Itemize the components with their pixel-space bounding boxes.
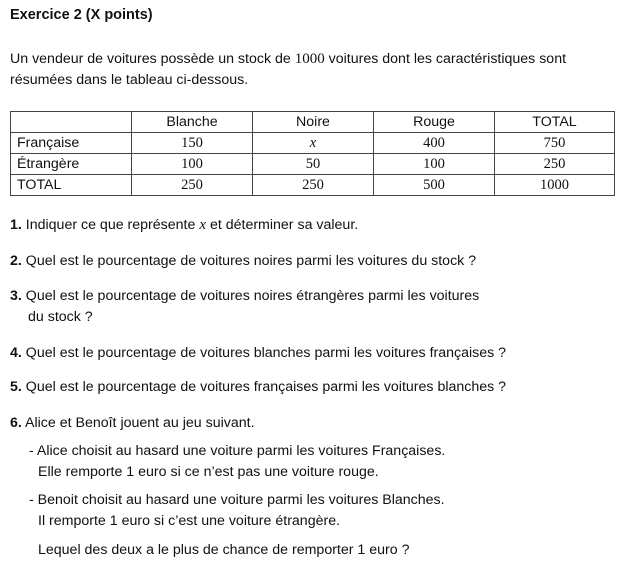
alice-rule — [29, 441, 619, 483]
question-number: 4. — [10, 345, 22, 361]
variable-x: x — [199, 217, 206, 233]
alice-rule-line-1: - Alice choisit au hasard une voiture parmi les voitures Françaises. — [29, 443, 446, 459]
question-number: 5. — [10, 379, 22, 395]
table-cell: 50 — [253, 154, 374, 175]
table-cell: 100 — [132, 154, 253, 175]
question-text: et déterminer sa valeur. — [206, 217, 359, 233]
table-row — [11, 175, 615, 196]
row-label-francaise: Française — [11, 133, 132, 154]
alice-rule-line-2: Elle remporte 1 euro si ce n’est pas une voiture rouge. — [38, 464, 379, 480]
question-5 — [10, 377, 615, 398]
table-header-total: TOTAL — [495, 112, 615, 133]
table-cell: 100 — [374, 154, 495, 175]
table-header-corner — [11, 112, 132, 133]
benoit-rule-line-2: Il remporte 1 euro si c’est une voiture étrangère. — [38, 513, 341, 529]
question-text: Quel est le pourcentage de voitures noires étrangères parmi les voitures — [25, 288, 480, 304]
table-cell: 150 — [132, 133, 253, 154]
table-cell: 250 — [495, 154, 615, 175]
question-1 — [10, 215, 615, 236]
question-text: Alice et Benoît jouent au jeu suivant. — [25, 415, 255, 431]
question-number: 1. — [10, 217, 22, 233]
table-cell: 500 — [374, 175, 495, 196]
table-cell: 750 — [495, 133, 615, 154]
table-row — [11, 133, 615, 154]
exercise-title: Exercice 2 (X points) — [10, 7, 153, 23]
question-text-continued: du stock ? — [28, 309, 93, 325]
question-text: Quel est le pourcentage de voitures noires parmi les voitures du stock ? — [25, 253, 477, 269]
question-6 — [10, 413, 615, 434]
final-question: Lequel des deux a le plus de chance de remporter 1 euro ? — [38, 542, 410, 558]
table-cell: 400 — [374, 133, 495, 154]
table-cell-x: x — [253, 133, 374, 154]
intro-text-after: voitures dont les caractéristiques sont résumées dans le tableau ci-dessous. — [10, 51, 567, 88]
question-4 — [10, 343, 615, 364]
table-header-noire: Noire — [253, 112, 374, 133]
question-text: Quel est le pourcentage de voitures blanches parmi les voitures françaises ? — [25, 345, 507, 361]
intro-text-before: Un vendeur de voitures possède un stock de — [10, 51, 295, 67]
benoit-rule — [29, 490, 619, 532]
stock-table — [10, 111, 615, 196]
question-text: Indiquer ce que représente — [25, 217, 200, 233]
question-number: 2. — [10, 253, 22, 269]
question-number: 6. — [10, 415, 22, 431]
question-2 — [10, 251, 615, 272]
question-number: 3. — [10, 288, 22, 304]
table-cell: 1000 — [495, 175, 615, 196]
row-label-total: TOTAL — [11, 175, 132, 196]
table-header-row — [11, 112, 615, 133]
table-header-blanche: Blanche — [132, 112, 253, 133]
table-row — [11, 154, 615, 175]
question-3 — [10, 286, 615, 328]
benoit-rule-line-1: - Benoit choisit au hasard une voiture parmi les voitures Blanches. — [29, 492, 445, 508]
table-cell: 250 — [253, 175, 374, 196]
question-text: Quel est le pourcentage de voitures françaises parmi les voitures blanches ? — [25, 379, 507, 395]
intro-number: 1000 — [294, 51, 325, 67]
row-label-etrangere: Étrangère — [11, 154, 132, 175]
table-header-rouge: Rouge — [374, 112, 495, 133]
table-cell: 250 — [132, 175, 253, 196]
exercise-intro — [10, 49, 615, 91]
